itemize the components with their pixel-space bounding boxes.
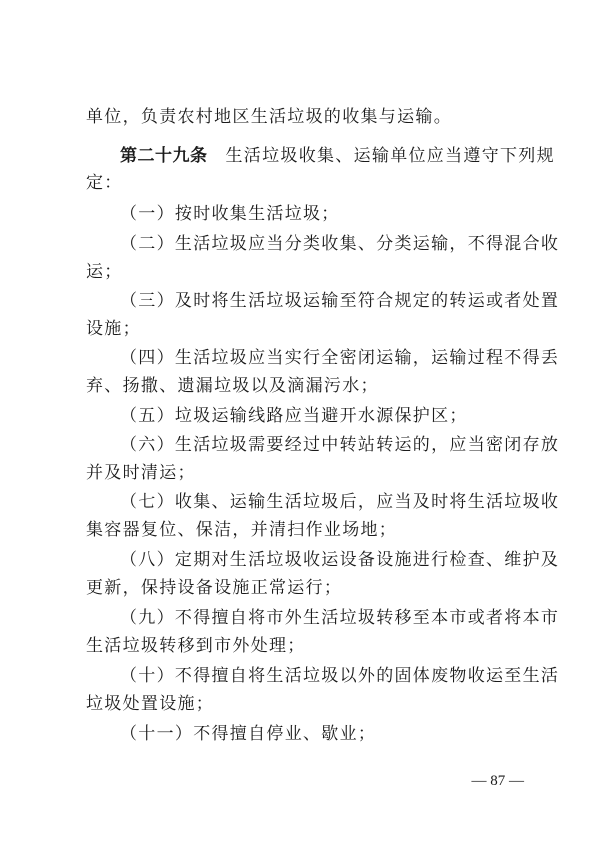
list-item-continuation: 运； bbox=[86, 262, 123, 282]
list-item: （九）不得擅自将市外生活垃圾转移至本市或者将本市 bbox=[120, 608, 560, 628]
list-item-continuation: 更新，保持设备设施正常运行； bbox=[86, 578, 343, 598]
list-item: （八）定期对生活垃圾收运设备设施进行检查、维护及 bbox=[120, 550, 560, 570]
list-item: （一）按时收集生活垃圾； bbox=[120, 204, 340, 224]
text-line: 单位，负责农村地区生活垃圾的收集与运输。 bbox=[86, 107, 452, 127]
list-item-continuation: 生活垃圾转移到市外处理； bbox=[86, 636, 306, 656]
list-item-continuation: 集容器复位、保洁，并清扫作业场地； bbox=[86, 520, 398, 540]
text-line: 定： bbox=[86, 173, 123, 193]
list-item-continuation: 并及时清运； bbox=[86, 463, 196, 483]
list-item: （六）生活垃圾需要经过中转站转运的，应当密闭存放 bbox=[120, 435, 560, 455]
list-item-continuation: 垃圾处置设施； bbox=[86, 694, 215, 714]
list-item: （二）生活垃圾应当分类收集、分类运输，不得混合收 bbox=[120, 234, 560, 254]
list-item-continuation: 弃、扬撒、遗漏垃圾以及滴漏污水； bbox=[86, 376, 379, 396]
list-item: （七）收集、运输生活垃圾后，应当及时将生活垃圾收 bbox=[120, 492, 560, 512]
list-item: （三）及时将生活垃圾运输至符合规定的转运或者处置 bbox=[120, 291, 560, 311]
list-item-continuation: 设施； bbox=[86, 319, 141, 339]
article-number: 第二十九条 bbox=[120, 146, 208, 166]
list-item: （十）不得擅自将生活垃圾以外的固体废物收运至生活 bbox=[120, 666, 560, 686]
list-item: （四）生活垃圾应当实行全密闭运输，运输过程不得丢 bbox=[120, 348, 560, 368]
list-item: （十一）不得擅自停业、歇业； bbox=[120, 724, 377, 744]
list-item: （五）垃圾运输线路应当避开水源保护区； bbox=[120, 406, 468, 426]
page-number: — 87 — bbox=[471, 773, 524, 789]
text-line: 生活垃圾收集、运输单位应当遵守下列规 bbox=[225, 146, 555, 166]
article-heading-line bbox=[120, 145, 555, 167]
